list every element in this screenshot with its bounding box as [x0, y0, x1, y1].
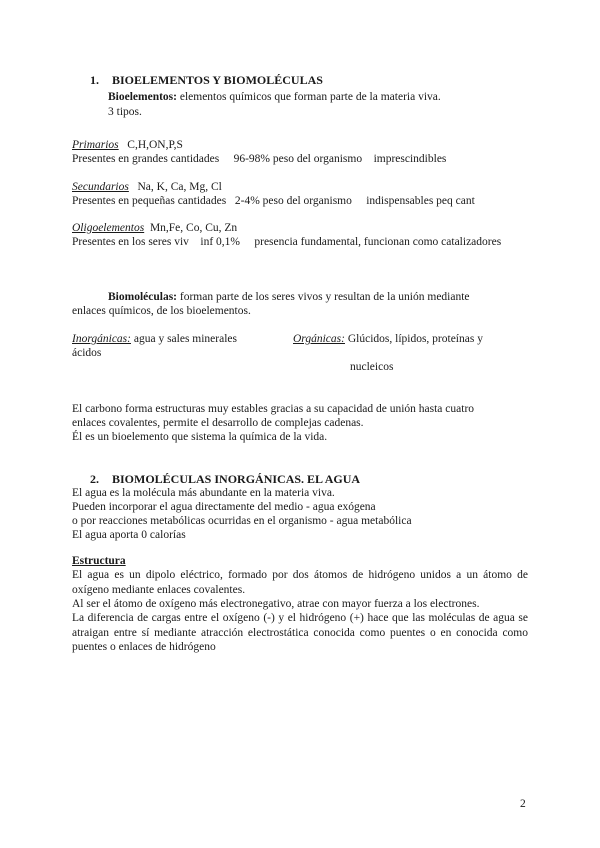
oligoelementos-elements: Mn,Fe, Co, Cu, Zn: [149, 222, 238, 234]
bioelementos-label: Bioelementos:: [108, 91, 177, 103]
estructura-heading: Estructura: [72, 555, 126, 567]
biomoleculas-text-2: enlaces químicos, de los bioelementos.: [72, 305, 251, 317]
tipos-count: 3 tipos.: [108, 106, 142, 118]
nucleicos-word: nucleicos: [350, 361, 394, 373]
organicas-line: [293, 332, 483, 346]
agua-line-4: El agua aporta 0 calorías: [72, 529, 186, 541]
secundarios-line: [72, 180, 222, 194]
primarios-elements: C,H,ON,P,S: [127, 139, 183, 151]
estructura-paragraph-3: La diferencia de cargas entre el oxígeno (-) y el hidrógeno (+) hace que las moléculas de agua se atraigan entre sí mediante atracción electrostática conocida como puentes o en conocida como puentes o enlaces de hidrógeno: [72, 612, 528, 653]
section-2-heading: [90, 472, 360, 486]
estructura-paragraph-2: Al ser el átomo de oxígeno más electronegativo, atrae con mayor fuerza a los electrones.: [72, 598, 480, 610]
agua-line-2: Pueden incorporar el agua directamente del medio - agua exógena: [72, 501, 376, 513]
section-1-title: BIOELEMENTOS Y BIOMOLÉCULAS: [112, 73, 323, 87]
agua-line-1: El agua es la molécula más abundante en la materia viva.: [72, 487, 335, 499]
secundarios-desc: Presentes en pequeñas cantidades 2-4% peso del organismo indispensables peq cant: [72, 195, 475, 207]
agua-line-3: o por reacciones metabólicas ocurridas en el organismo - agua metabólica: [72, 515, 412, 527]
organicas-label: Orgánicas:: [293, 333, 345, 345]
section-2-title: BIOMOLÉCULAS INORGÁNICAS. EL AGUA: [112, 472, 361, 486]
carbono-line-3: Él es un bioelemento que sistema la química de la vida.: [72, 431, 328, 443]
oligoelementos-label: Oligoelementos: [72, 222, 145, 234]
bioelementos-definition: [108, 90, 441, 104]
primarios-line: [72, 138, 183, 152]
primarios-desc: Presentes en grandes cantidades 96-98% peso del organismo imprescindibles: [72, 153, 447, 165]
bioelementos-text: elementos químicos que forman parte de la materia viva.: [176, 91, 441, 103]
biomoleculas-text: forman parte de los seres vivos y resultan de la unión mediante: [177, 291, 470, 303]
secundarios-elements: Na, K, Ca, Mg, Cl: [137, 181, 222, 193]
oligoelementos-desc: Presentes en los seres viv inf 0,1% presencia fundamental, funcionan como catalizadores: [72, 236, 502, 248]
carbono-line-1: El carbono forma estructuras muy estables gracias a su capacidad de unión hasta cuatro: [72, 403, 475, 415]
biomoleculas-definition: [108, 290, 470, 304]
biomoleculas-label: Biomoléculas:: [108, 291, 177, 303]
section-1-number: 1.: [90, 73, 99, 87]
inorganicas-line: [72, 332, 237, 346]
organicas-text: Glúcidos, lípidos, proteínas y: [344, 333, 483, 345]
section-2-number: 2.: [90, 472, 99, 486]
page-number: 2: [520, 798, 526, 810]
primarios-label: Primarios: [72, 139, 119, 151]
secundarios-label: Secundarios: [72, 181, 129, 193]
section-1-heading: [90, 73, 323, 87]
oligoelementos-line: [72, 221, 237, 235]
acidos-word: ácidos: [72, 347, 102, 359]
carbono-line-2: enlaces covalentes, permite el desarrollo de complejas cadenas.: [72, 417, 364, 429]
inorganicas-text: agua y sales minerales: [130, 333, 237, 345]
inorganicas-label: Inorgánicas:: [72, 333, 131, 345]
estructura-paragraph-1: El agua es un dipolo eléctrico, formado por dos átomos de hidrógeno unidos a un átomo de oxígeno mediante enlaces covalentes.: [72, 569, 528, 596]
